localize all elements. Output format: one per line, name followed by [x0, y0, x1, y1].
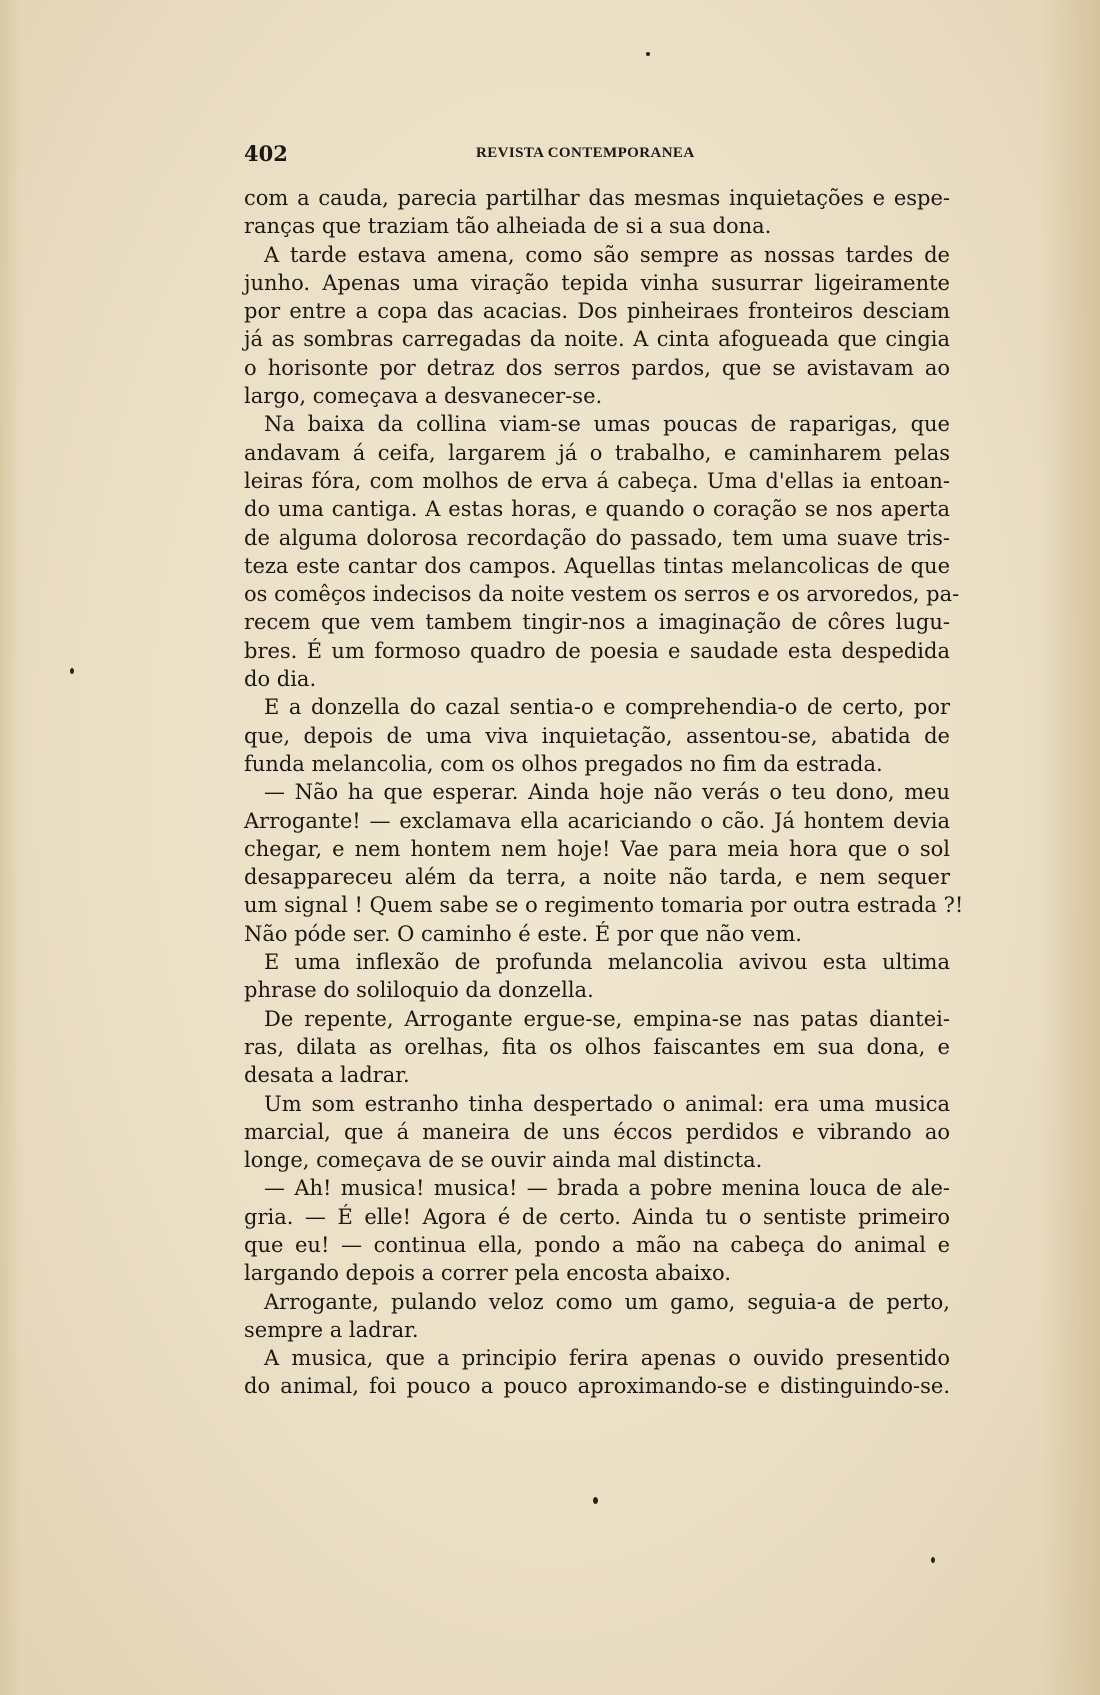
text-line: andavam á ceifa, largarem já o trabalho, e caminharem pelas: [244, 440, 950, 465]
text-line: chegar, e nem hontem nem hoje! Vae para meia hora que o sol: [244, 836, 950, 861]
ink-speck: [646, 52, 650, 56]
text-line: longe, começava de se ouvir ainda mal distincta.: [244, 1148, 763, 1173]
body-text: [244, 184, 964, 1401]
text-line: Um som estranho tinha despertado o animal: era uma musica: [264, 1091, 950, 1116]
text-line: que eu! — continua ella, pondo a mão na cabeça do animal e: [244, 1232, 950, 1257]
text-line: por entre a copa das acacias. Dos pinheiraes fronteiros desciam: [244, 299, 950, 324]
page-edge-shadow-left: [0, 0, 22, 1695]
text-line: A tarde estava amena, como são sempre as nossas tardes de: [264, 242, 950, 267]
text-line: funda melancolia, com os olhos pregados no fim da estrada.: [244, 751, 883, 776]
text-line: ras, dilata as orelhas, fita os olhos faiscantes em sua dona, e: [244, 1034, 950, 1059]
text-line: De repente, Arrogante ergue-se, empina-se nas patas diantei-: [264, 1006, 950, 1031]
text-line: ranças que traziam tão alheiada de si a sua dona.: [244, 214, 772, 239]
text-line: E a donzella do cazal sentia-o e comprehendia-o de certo, por: [264, 695, 950, 720]
text-line: leiras fóra, com molhos de erva á cabeça. Uma d'ellas ia entoan-: [244, 468, 950, 493]
text-line: os comêços indecisos da noite vestem os serros e os arvoredos, pa-: [244, 582, 960, 607]
text-line: Arrogante, pulando veloz como um gamo, seguia-a de perto,: [264, 1289, 950, 1314]
text-line: recem que vem tambem tingir-nos a imaginação de côres lugu-: [244, 610, 950, 635]
text-line: já as sombras carregadas da noite. A cinta afogueada que cingia: [244, 327, 950, 352]
text-line: marcial, que á maneira de uns éccos perdidos e vibrando ao: [244, 1119, 950, 1144]
text-line: um signal ! Quem sabe se o regimento tomaria por outra estrada ?!: [244, 893, 964, 918]
text-line: do uma cantiga. A estas horas, e quando o coração se nos aperta: [244, 497, 950, 522]
text-line: desata a ladrar.: [244, 1063, 410, 1088]
text-line: Na baixa da collina viam-se umas poucas de raparigas, que: [264, 412, 950, 437]
text-line: que, depois de uma viva inquietação, assentou-se, abatida de: [244, 723, 950, 748]
running-head: [244, 141, 960, 169]
text-line: bres. É um formoso quadro de poesia e saudade esta despedida: [244, 638, 950, 663]
text-line: desappareceu além da terra, a noite não tarda, e nem sequer: [244, 865, 950, 890]
text-line: largando depois a correr pela encosta abaixo.: [244, 1261, 732, 1286]
text-line: gria. — É elle! Agora é de certo. Ainda tu o sentiste primeiro: [244, 1204, 950, 1229]
text-line: phrase do soliloquio da donzella.: [244, 978, 594, 1003]
text-line: Não póde ser. O caminho é este. É por que não vem.: [244, 921, 802, 946]
text-line: do animal, foi pouco a pouco aproximando-se e distinguindo-se.: [244, 1374, 950, 1399]
page-number: 402: [244, 141, 288, 166]
text-line: do dia.: [244, 667, 317, 692]
text-line: sempre a ladrar.: [244, 1317, 419, 1342]
text-line: — Ah! musica! musica! — brada a pobre menina louca de ale-: [264, 1176, 950, 1201]
journal-title: REVISTA CONTEMPORANEA: [476, 145, 695, 161]
text-line: largo, começava a desvanecer-se.: [244, 384, 603, 409]
text-line: de alguma dolorosa recordação do passado, tem uma suave tris-: [244, 525, 950, 550]
ink-speck: [931, 1557, 935, 1563]
ink-speck: [593, 1497, 598, 1504]
text-line: junho. Apenas uma viração tepida vinha susurrar ligeiramente: [244, 270, 950, 295]
page-edge-shadow-right: [1040, 0, 1100, 1695]
text-line: E uma inflexão de profunda melancolia avivou esta ultima: [264, 950, 950, 975]
text-line: teza este cantar dos campos. Aquellas tintas melancolicas de que: [244, 553, 950, 578]
text-line: o horisonte por detraz dos serros pardos, que se avistavam ao: [244, 355, 950, 380]
text-line: com a cauda, parecia partilhar das mesmas inquietações e espe-: [244, 186, 950, 210]
ink-speck: [70, 668, 74, 674]
text-line: A musica, que a principio ferira apenas o ouvido presentido: [264, 1346, 950, 1371]
text-line: Arrogante! — exclamava ella acariciando o cão. Já hontem devia: [244, 808, 950, 833]
text-line: — Não ha que esperar. Ainda hoje não verás o teu dono, meu: [264, 780, 950, 805]
